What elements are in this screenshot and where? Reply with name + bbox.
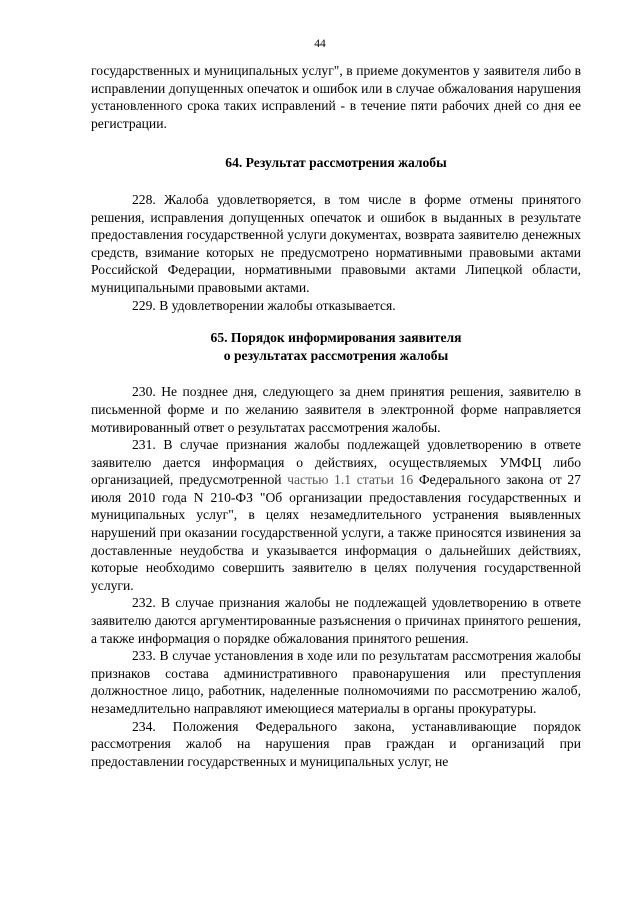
section-heading-65-line1: 65. Порядок информирования заявителя	[210, 330, 462, 346]
section-heading-64: 64. Результат рассмотрения жалобы	[225, 155, 447, 171]
paragraph-234: 234. Положения Федерального закона, устанавливающие порядок рассмотрения жалоб на нарушения прав граждан и организаций при предоставлении государственных и муниципальных услуг, не	[91, 718, 581, 769]
paragraph-229: 229. В удовлетворении жалобы отказывается.	[132, 297, 396, 313]
paragraph-231-text-after: Федерального закона от 27 июля 2010 года N 210-ФЗ "Об организации предоставления государственных и муниципальных услуг", в целях незамедлительного устранения выявленных нарушений при оказании государственной услуги, а также приносятся извинения за доставленные неудобства и указывается информация о дальнейших действиях, которые необходимо совершить заявителю в целях получения государственной услуги.	[91, 472, 581, 593]
paragraph-228: 228. Жалоба удовлетворяется, в том числе в форме отмены принятого решения, исправления допущенных опечаток и ошибок в выданных в результате предоставления государственной услуги документах, возврата заявителю денежных средств, взимание которых не предусмотрено нормативными правовыми актами Российской Федерации, нормативными правовыми актами Липецкой области, муниципальными правовыми актами.	[91, 191, 581, 295]
paragraph-232: 232. В случае признания жалобы не подлежащей удовлетворению в ответе заявителю даются аргументированные разъяснения о причинах принятого решения, а также информация о порядке обжалования принятого решения.	[91, 595, 581, 646]
paragraph-231-text-before: 231. В случае признания жалобы подлежащей удовлетворению в ответе заявителю дается информация о действиях, осуществляемых УМФЦ либо организацией, предусмотренной	[91, 437, 581, 488]
paragraph-233: 233. В случае установления в ходе или по результатам рассмотрения жалобы признаков состава административного правонарушения или преступления должностное лицо, работник, наделенные полномочиями по рассмотрению жалоб, незамедлительно направляют имеющиеся материалы в органы прокуратуры.	[91, 648, 581, 716]
section-heading-65	[91, 329, 581, 364]
law-reference-link[interactable]: частью 1.1 статьи 16	[287, 472, 414, 488]
page-content	[91, 62, 581, 770]
page-number: 44	[314, 38, 326, 50]
paragraph-230: 230. Не позднее дня, следующего за днем принятия решения, заявителю в письменной форме и по желанию заявителя в электронной форме направляется мотивированный ответ о результатах рассмотрения жалобы.	[91, 384, 581, 435]
paragraph-231	[91, 436, 581, 594]
section-heading-65-line2: о результатах рассмотрения жалобы	[223, 347, 449, 363]
paragraph-continued: государственных и муниципальных услуг", в приеме документов у заявителя либо в исправлении допущенных опечаток и ошибок или в случае обжалования нарушения установленного срока таких исправлений - в течение пяти рабочих дней со дня ее регистрации.	[91, 63, 581, 131]
